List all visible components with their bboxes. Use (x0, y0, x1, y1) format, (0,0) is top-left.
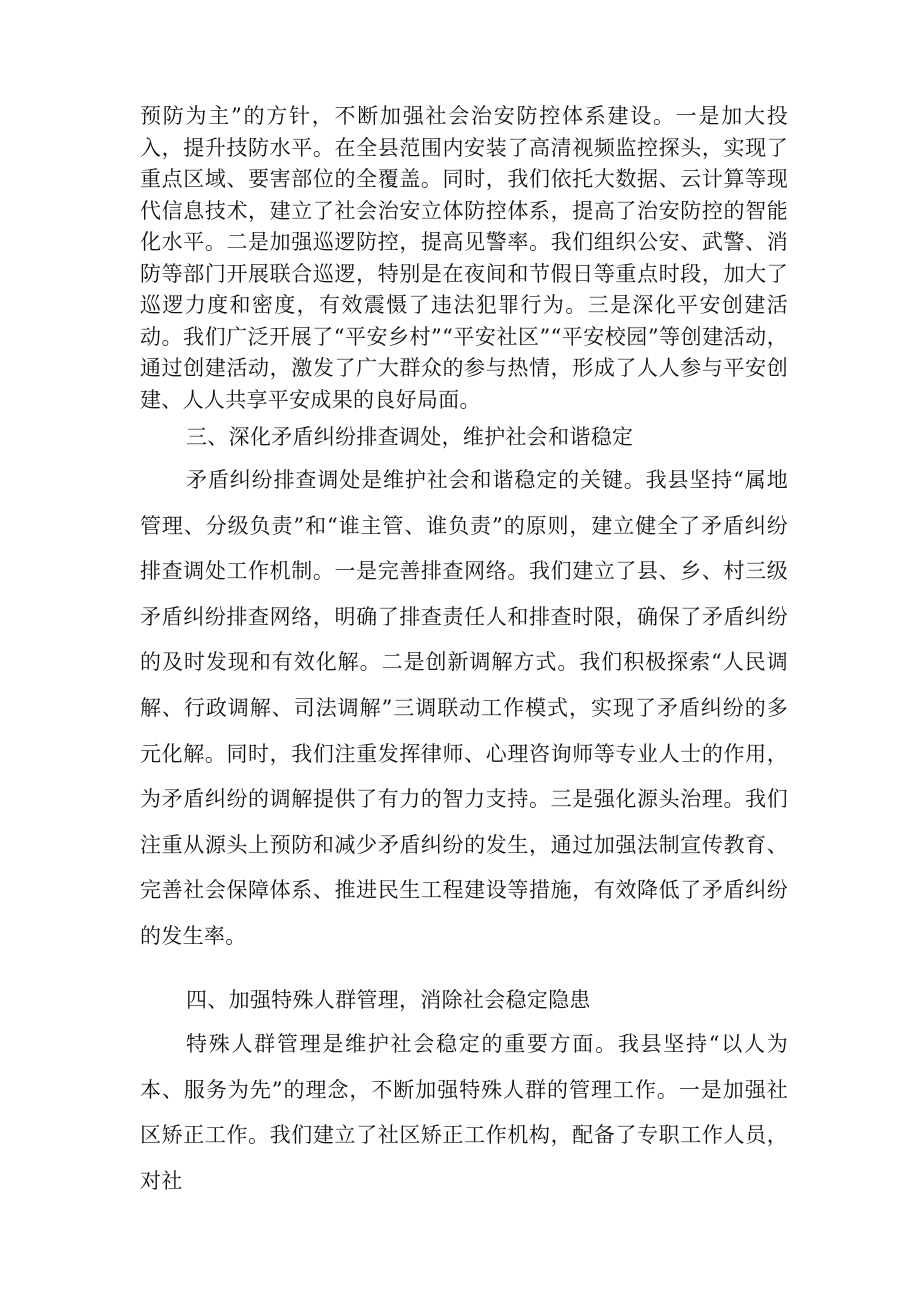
paragraph-dispute-resolution: 矛盾纠纷排查调处是维护社会和谐稳定的关键。我县坚持“属地管理、分级负责”和“谁主管、谁负责”的原则，建立健全了矛盾纠纷排查调处工作机制。一是完善排查网络。我们建立了县、乡、村三级矛盾纠纷排查网络，明确了排查责任人和排查时限，确保了矛盾纠纷的及时发现和有效化解。二是创新调解方式。我们积极探索“人民调解、行政调解、司法调解”三调联动工作模式，实现了矛盾纠纷的多元化解。同时，我们注重发挥律师、心理咨询师等专业人士的作用，为矛盾纠纷的调解提供了有力的智力支持。三是强化源头治理。我们注重从源头上预防和减少矛盾纠纷的发生，通过加强法制宣传教育、完善社会保障体系、推进民生工程建设等措施，有效降低了矛盾纠纷的发生率。 (140, 468, 788, 948)
section-heading-3: 三、深化矛盾纠纷排查调处，维护社会和谐稳定 (186, 425, 634, 449)
section-heading-4: 四、加强特殊人群管理，消除社会稳定隐患 (186, 988, 591, 1012)
paragraph-special-groups: 特殊人群管理是维护社会稳定的重要方面。我县坚持“以人为本、服务为先”的理念，不断加强特殊人群的管理工作。一是加强社区矫正工作。我们建立了社区矫正工作机构，配备了专职工作人员，对社 (140, 1032, 788, 1193)
paragraph-public-security: 预防为主”的方针，不断加强社会治安防控体系建设。一是加大投入，提升技防水平。在全县范围内安装了高清视频监控探头，实现了重点区域、要害部位的全覆盖。同时，我们依托大数据、云计算等现代信息技术，建立了社会治安立体防控体系，提高了治安防控的智能化水平。二是加强巡逻防控，提高见警率。我们组织公安、武警、消防等部门开展联合巡逻，特别是在夜间和节假日等重点时段，加大了巡逻力度和密度，有效震慑了违法犯罪行为。三是深化平安创建活动。我们广泛开展了“平安乡村”“平安社区”“平安校园”等创建活动，通过创建活动，激发了广大群众的参与热情，形成了人人参与平安创建、人人共享平安成果的良好局面。 (140, 104, 788, 412)
